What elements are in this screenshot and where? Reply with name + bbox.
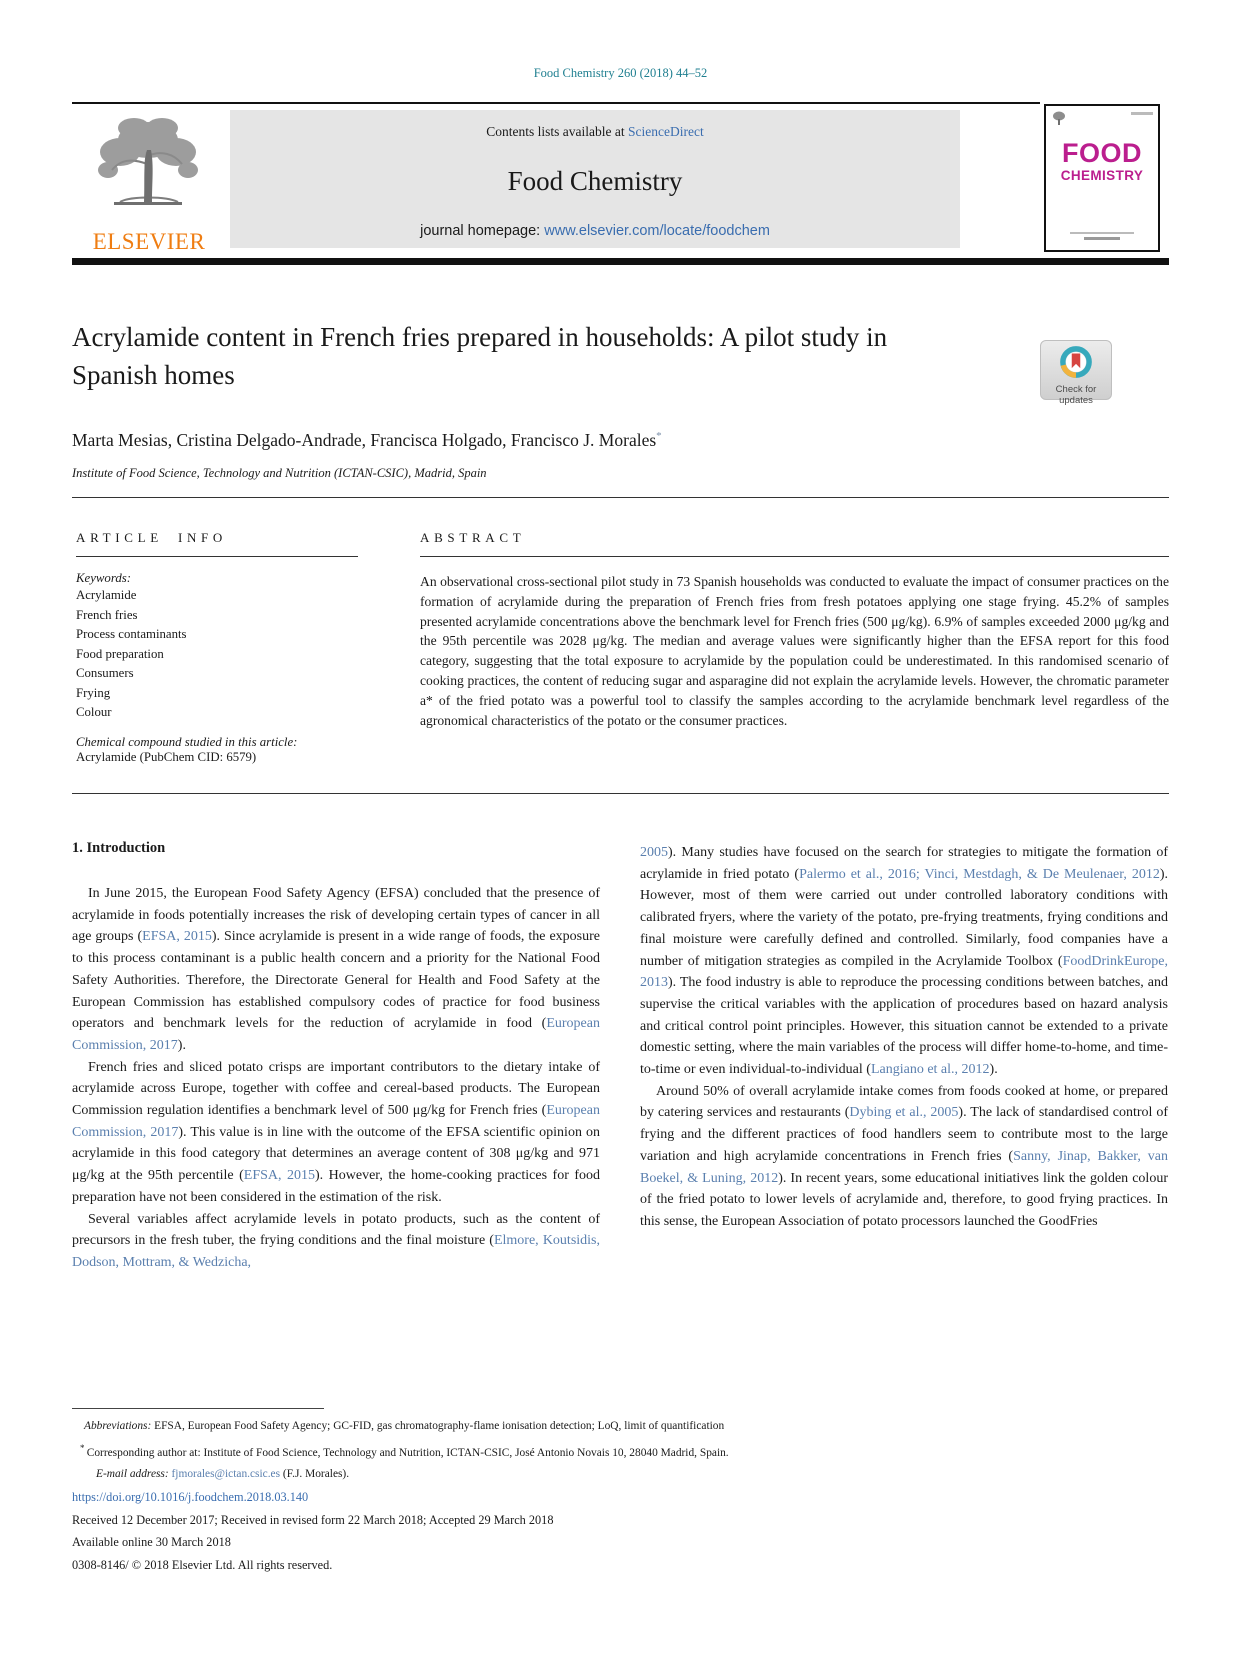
- contents-line: Contents lists available at ScienceDirect: [486, 124, 704, 139]
- keyword-item: Food preparation: [76, 646, 164, 661]
- article-info-heading: ARTICLE INFO: [76, 530, 227, 545]
- available-online: Available online 30 March 2018: [72, 1535, 231, 1549]
- inline-link[interactable]: fjmorales@ictan.csic.es: [171, 1467, 281, 1480]
- header-top-rule: [72, 102, 1040, 104]
- doi-link[interactable]: https://doi.org/10.1016/j.foodchem.2018.03.140: [72, 1490, 309, 1504]
- elsevier-wordmark: ELSEVIER: [92, 229, 206, 254]
- crossmark-icon: [1059, 345, 1093, 379]
- intro-paragraph: Several variables affect acrylamide levels in potato products, such as the content of precursors in the fresh tuber, the frying conditions and the final moisture (Elmore, Koutsidis, Dodson, Mottram, & Wedzicha,: [72, 1211, 600, 1270]
- journal-title: Food Chemistry: [507, 166, 683, 196]
- introduction-section: [72, 836, 1169, 1274]
- elsevier-tree-icon: [90, 114, 208, 222]
- cover-publisher-text: [1084, 237, 1120, 240]
- check-for-updates-label: Check for updates: [1055, 384, 1097, 406]
- issn-copyright: 0308-8146/ © 2018 Elsevier Ltd. All rights reserved.: [72, 1557, 333, 1572]
- journal-cover-thumbnail[interactable]: [1044, 104, 1160, 252]
- inline-link[interactable]: Elmore, Koutsidis, Dodson, Mottram, & Wedzicha,: [72, 1233, 600, 1270]
- keyword-item: Frying: [76, 685, 111, 700]
- journal-masthead: [230, 110, 960, 248]
- inline-link[interactable]: Sanny, Jinap, Bakker, van Boekel, & Luning, 2012: [640, 1148, 1168, 1186]
- abstract-text: An observational cross-sectional pilot study in 73 Spanish households was conducted to evaluate the impact of consumer practices on the formation of acrylamide during the preparation of French fries from fresh potatoes applying one stage frying. 45.2% of samples presented acrylamide concentrations above the benchmark level for French fries (500 μg/kg). 6.9% of samples exceeded 2000 μg/kg and the 95th percentile was 2028 μg/kg. The median and average values were significantly higher than the EFSA report for this food category, suggesting that the total exposure to acrylamide by the population could be underestimated. In this randomised scenario of cooking practices, the content of reducing sugar and asparagine did not explain the acrylamide levels. However, the chromatic parameter a* of the fried potato was a powerful tool to classify the samples according to the acrylamide benchmark level regardless of the agronomical characteristics of the potato or the consumer practices.: [420, 574, 1169, 728]
- cover-title-food: FOOD: [1062, 138, 1142, 168]
- abstract-column: [420, 498, 1169, 730]
- abstract-rule: [420, 556, 1169, 557]
- inline-link[interactable]: Dybing et al., 2005: [849, 1105, 959, 1121]
- inline-link[interactable]: 2005: [640, 845, 668, 860]
- cover-footer-text: [1070, 232, 1134, 234]
- abstract-heading: ABSTRACT: [420, 530, 526, 545]
- email-footnote: E-mail address: fjmorales@ictan.csic.es (F.J. Morales).: [96, 1467, 350, 1480]
- keywords-label: Keywords:: [76, 571, 131, 585]
- inline-link[interactable]: EFSA, 2015: [243, 1168, 315, 1184]
- elsevier-logo[interactable]: [74, 114, 224, 255]
- abbreviations-footnote: Abbreviations: EFSA, European Food Safety Agency; GC-FID, gas chromatography-flame ionisation detection; LoQ, limit of quantification: [84, 1420, 725, 1432]
- cover-tree-icon: [1052, 111, 1066, 127]
- article-info-rule: [76, 556, 358, 557]
- publication-details: [72, 1486, 1169, 1576]
- compound-label: Chemical compound studied in this article:: [76, 734, 298, 749]
- inline-link[interactable]: FoodDrinkEurope, 2013: [640, 953, 1168, 991]
- inline-link[interactable]: Palermo et al., 2016; Vinci, Mestdagh, & De Meulenaer, 2012: [799, 866, 1160, 882]
- footnotes-block: [72, 1408, 1169, 1485]
- keywords-list: [76, 586, 358, 723]
- keyword-item: Colour: [76, 705, 112, 719]
- inline-link[interactable]: EFSA, 2015: [142, 929, 212, 945]
- introduction-heading: 1. Introduction: [72, 840, 166, 856]
- sciencedirect-link[interactable]: ScienceDirect: [628, 124, 704, 139]
- intro-paragraph: In June 2015, the European Food Safety Agency (EFSA) concluded that the presence of acrylamide in foods potentially increases the risk of developing certain types of cancer in all age groups (EFSA, 2015). Since acrylamide is present in a wide range of foods, the exposure to this process contaminant is a public health concern and a priority for the National Food Safety Authorities. Therefore, the Directorate General for Health and Food Safety at the European Commission has established compulsory codes of practice for food business operators and benchmark levels for the reduction of acrylamide in food (European Commission, 2017).: [72, 886, 600, 1053]
- compound-value: Acrylamide (PubChem CID: 6579): [76, 749, 257, 764]
- affiliation: Institute of Food Science, Technology and Nutrition (ICTAN-CSIC), Madrid, Spain: [72, 466, 487, 480]
- cover-title-chemistry: CHEMISTRY: [1060, 168, 1144, 183]
- article-title: Acrylamide content in French fries prepared in households: A pilot study in Spanish homes: [72, 322, 888, 390]
- article-info-column: [76, 498, 358, 765]
- check-for-updates-badge[interactable]: [1040, 340, 1112, 406]
- corresponding-author-asterisk[interactable]: *: [656, 430, 662, 443]
- intro-paragraph: Around 50% of overall acrylamide intake comes from foods cooked at home, or prepared by catering services and restaurants (Dybing et al., 2005). The lack of standardised control of frying and the different practices of food handlers seem to contribute most to the large variation and high acrylamide concentrations in French fries (Sanny, Jinap, Bakker, van Boekel, & Luning, 2012). In recent years, some educational initiatives link the golden colour of the fried potato to lower levels of acrylamide and, therefore, to good frying practices. In this sense, the European Association of potato processors launched the GoodFries: [640, 1083, 1168, 1229]
- header-divider-bar: [72, 258, 1169, 265]
- keyword-item: French fries: [76, 607, 138, 622]
- authors-line: Marta Mesias, Cristina Delgado-Andrade, Francisca Holgado, Francisco J. Morales*: [72, 430, 662, 450]
- info-abstract-block: [72, 497, 1169, 794]
- footnote-rule: [72, 1408, 324, 1409]
- cover-issn-text: [1131, 112, 1153, 115]
- homepage-line: journal homepage: www.elsevier.com/locate/foodchem: [420, 223, 770, 239]
- intro-paragraph: 2005). Many studies have focused on the search for strategies to mitigate the formation of acrylamide in fried potato (Palermo et al., 2016; Vinci, Mestdagh, & De Meulenaer, 2012). However, most of them were carried out under controlled laboratory conditions with calibrated fryers, where the variety of the potato, pre-frying treatments, frying conditions and final moisture were carefully defined and controlled. Similarly, food companies have a number of mitigation strategies as compiled in the Acrylamide Toolbox (FoodDrinkEurope, 2013). The food industry is able to reproduce the processing conditions between batches, and supervise the critical variables with the application of procedures based on hazard analysis and critical control point principles. However, this situation cannot be extended to a private domestic setting, where the main variables of the process will differ home-to-home, and time-to-time or even individual-to-individual (Langiano et al., 2012).: [640, 845, 1168, 1078]
- corresponding-author-footnote: * Corresponding author at: Institute of Food Science, Technology and Nutrition, ICTAN-CSIC, José Antonio Novais 10, 28040 Madrid, Spain.: [80, 1442, 729, 1459]
- inline-link[interactable]: European Commission, 2017: [72, 1016, 600, 1053]
- received-dates: Received 12 December 2017; Received in revised form 22 March 2018; Accepted 29 March 2018: [72, 1512, 554, 1527]
- intro-paragraph: French fries and sliced potato crisps are important contributors to the dietary intake of acrylamide across Europe, together with coffee and cereal-based products. The European Commission regulation identifies a benchmark level of 500 μg/kg for French fries (European Commission, 2017). This value is in line with the outcome of the EFSA scientific opinion on acrylamide in this food category that determines an average content of 308 μg/kg and 971 μg/kg at the 95th percentile (EFSA, 2015). However, the home-cooking practices for food preparation have not been considered in the estimation of the risk.: [72, 1059, 601, 1205]
- keyword-item: Acrylamide: [76, 588, 137, 602]
- keyword-item: Process contaminants: [76, 627, 187, 641]
- intro-left-column: [72, 836, 600, 1274]
- inline-link[interactable]: Langiano et al., 2012: [870, 1062, 990, 1078]
- journal-header: [72, 100, 1169, 268]
- keyword-item: Consumers: [76, 666, 134, 680]
- journal-homepage-link[interactable]: www.elsevier.com/locate/foodchem: [544, 223, 770, 239]
- inline-link[interactable]: European Commission, 2017: [72, 1103, 600, 1140]
- intro-right-column: [640, 836, 1168, 1274]
- journal-citation-banner: Food Chemistry 260 (2018) 44–52: [533, 66, 708, 80]
